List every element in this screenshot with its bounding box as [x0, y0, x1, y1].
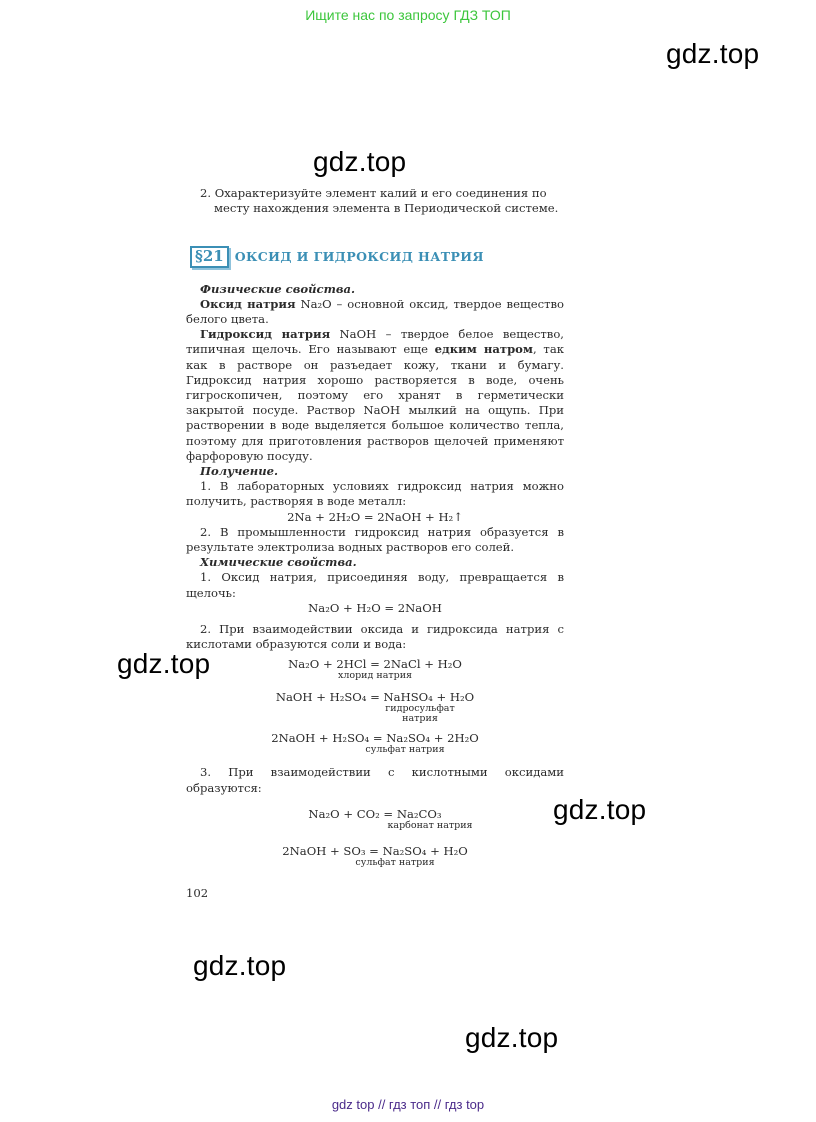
- chemical-p1: 1. Оксид натрия, присоединяя воду, превращается в щелочь:: [186, 570, 564, 600]
- review-question: 2. Охарактеризуйте элемент калий и его соединения по месту нахождения элемента в Периодической системе.: [200, 186, 559, 216]
- watermark: gdz.top: [553, 794, 647, 825]
- equation: 2NaOH + H₂SO₄ = Na₂SO₄ + 2H₂O: [271, 731, 479, 746]
- footer-links[interactable]: gdz top // гдз топ // гдз top: [331, 1097, 485, 1112]
- watermark: gdz.top: [193, 950, 287, 981]
- watermark: gdz.top: [313, 146, 407, 177]
- paragraph-oxide: Оксид натрия Na₂O – основной оксид, твердое вещество белого цвета.: [186, 296, 564, 327]
- equation-caption: карбонат натрия: [387, 819, 473, 831]
- section-header: [190, 246, 564, 267]
- top-search-link[interactable]: Ищите нас по запросу ГДЗ ТОП: [305, 7, 511, 23]
- watermark: gdz.top: [117, 648, 211, 679]
- equation-caption: хлорид натрия: [337, 670, 413, 682]
- production-heading: Получение.: [200, 464, 279, 479]
- equation-caption: сульфат натрия: [365, 744, 445, 756]
- equation-block: [186, 845, 564, 868]
- section-number: §21: [190, 246, 229, 267]
- chemical-heading: Химические свойства.: [200, 555, 357, 570]
- watermark: gdz.top: [465, 1022, 559, 1053]
- paragraph-hydroxide: Гидроксид натрия NaOH – твердое белое вещество, типичная щелочь. Его называют еще едким натром, так как в растворе он разъедает кожу, ткани и бумагу. Гидроксид натрия хорошо растворяется в воде, очень гигроскопичен, поэтому его хранят в герметически закрытой посуде. Раствор NaOH мылкий на ощупь. При растворении в воде выделяется большое количество тепла, поэтому для приготовления растворов щелочей применяют фарфоровую посуду.: [186, 327, 564, 463]
- chemical-p3: 3. При взаимодействии с кислотными оксидами образуются:: [186, 765, 564, 795]
- equation: 2Na + 2H₂O = 2NaOH + H₂↑: [287, 509, 463, 524]
- page-number: 102: [186, 885, 209, 900]
- watermark: gdz.top: [666, 38, 760, 69]
- equation-caption: сульфат натрия: [355, 856, 435, 868]
- equation: NaOH + H₂SO₄ = NaHSO₄ + H₂O: [275, 690, 475, 705]
- section-title: ОКСИД И ГИДРОКСИД НАТРИЯ: [234, 249, 484, 265]
- equation-block: [186, 691, 564, 724]
- equation-block: [186, 732, 564, 755]
- physical-heading: Физические свойства.: [200, 281, 355, 296]
- production-lab: 1. В лабораторных условиях гидроксид натрия можно получить, растворяя в воде металл:: [186, 479, 564, 509]
- equation: Na₂O + 2HCl = 2NaCl + H₂O: [288, 657, 462, 672]
- equation: Na₂O + CO₂ = Na₂CO₃: [308, 806, 442, 821]
- equation: 2NaOH + SO₃ = Na₂SO₄ + H₂O: [282, 843, 468, 858]
- equation-caption: гидросульфат: [385, 703, 455, 715]
- textbook-page: [186, 186, 564, 901]
- production-industry: 2. В промышленности гидроксид натрия образуется в результате электролиза водных растворов его солей.: [186, 524, 564, 555]
- equation: Na₂O + H₂O = 2NaOH: [308, 600, 442, 615]
- equation-block: [186, 808, 564, 831]
- equation-caption: натрия: [402, 713, 438, 725]
- equation-block: [186, 658, 564, 681]
- chemical-p2: 2. При взаимодействии оксида и гидроксида натрия с кислотами образуются соли и вода:: [186, 622, 564, 652]
